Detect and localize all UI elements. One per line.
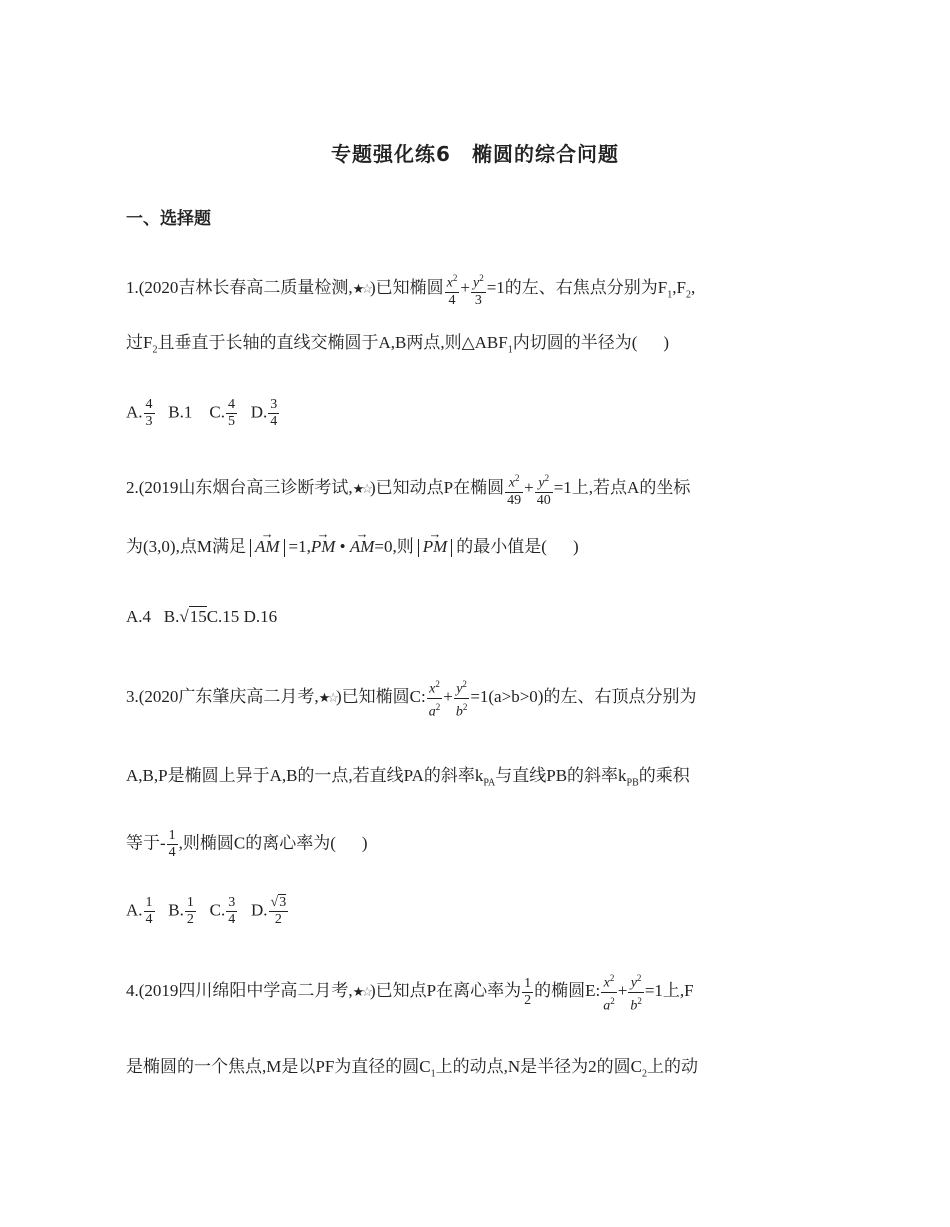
difficulty-star-icon: ★☆ (352, 984, 370, 1000)
question-3-options: A. $\frac{1}{4}$ B. $\frac{1}{2}$ C. $\frac{3}{4}$ D. $\frac{√3}{2}$ (126, 895, 287, 927)
difficulty-star-icon: ★☆ (318, 690, 336, 706)
question-4-line-1: 4.(2019四川绵阳中学高二月考,★☆)已知点P在离心率为 $\frac{1}{2}$ 的椭圆E: $\frac{x^2}{a^2}$ + $\frac{y^2}{b^2}$ =1上,F (126, 970, 694, 1014)
question-3-line-2: A,B,P是椭圆上异于A,B的一点,若直线PA的斜率$k_{PA}$与直线PB的斜率$k_{PB}$的乘积 (126, 766, 690, 789)
difficulty-star-icon: ★☆ (352, 481, 370, 497)
fraction: $\frac{y^2}{3}$ (471, 270, 486, 309)
question-2-line-1: 2.(2019山东烟台高三诊断考试,★☆)已知动点P在椭圆 $\frac{x^2}{49}$ + $\frac{y^2}{40}$ =1上,若点A的坐标 (126, 470, 690, 509)
question-4-line-2: 是椭圆的一个焦点,M是以PF为直径的圆$C_1$上的动点,N是半径为2的圆$C_2$上的动 (126, 1057, 698, 1080)
question-2-line-2: 为(3,0),点M满足→ AM =1,→ PM • → AM=0,则→ PM 的最小值是( ) (126, 537, 579, 557)
question-3-line-3: 等于- $\frac{1}{4}$ ,则椭圆C的离心率为( ) (126, 828, 368, 860)
page-title: 专题强化练6 椭圆的综合问题 (331, 142, 619, 166)
section-heading: 一、选择题 (126, 209, 211, 229)
question-3-line-1: 3.(2020广东肇庆高二月考,★☆)已知椭圆C: $\frac{x^2}{a^2}$ + $\frac{y^2}{b^2}$ =1(a>b>0)的左、右顶点分别为 (126, 676, 696, 720)
fraction: $\frac{x^2}{4}$ (445, 270, 460, 309)
question-1-options: A. $\frac{4}{3}$ B.1 C. $\frac{4}{5}$ D. $\frac{3}{4}$ (126, 397, 278, 429)
difficulty-star-icon: ★☆ (352, 281, 370, 297)
question-1-line-2: 过$F_2$且垂直于长轴的直线交椭圆于A,B两点,则$\triangle ABF_1$内切圆的半径为( ) (126, 333, 670, 356)
question-2-options: A.4 B.√15C.15 D.16 (126, 607, 278, 626)
question-1-line-1: 1.(2020吉林长春高二质量检测,★☆)已知椭圆 $\frac{x^2}{4}$ + $\frac{y^2}{3}$ =1的左、右焦点分别为$F_1,F_2$, (126, 270, 695, 309)
